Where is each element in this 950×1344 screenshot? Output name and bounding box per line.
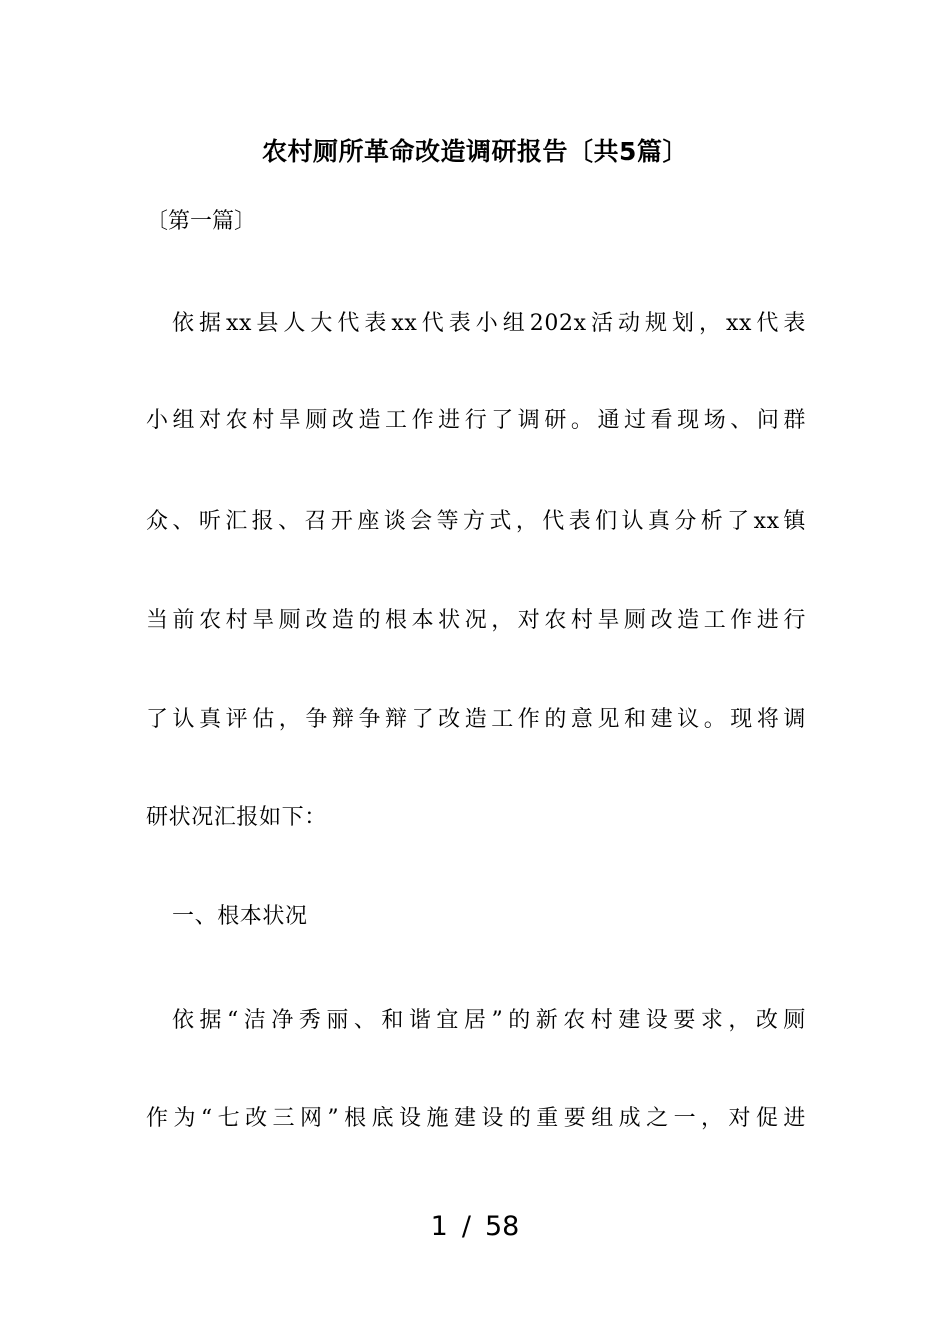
paragraph-line: 众、听汇报、召开座谈会等方式，代表们认真分析了xx镇 xyxy=(146,509,806,534)
paragraph-line: 当前农村旱厕改造的根本状况，对农村旱厕改造工作进行 xyxy=(146,608,806,633)
paragraph-line: 依据“洁净秀丽、和谐宜居”的新农村建设要求，改厕 xyxy=(172,1008,806,1033)
section-heading: 一、根本状况 xyxy=(172,904,308,929)
paragraph-line: 依据xx县人大代表xx代表小组202x活动规划，xx代表 xyxy=(172,311,806,336)
page-number xyxy=(0,1208,950,1246)
paragraph-line: 小组对农村旱厕改造工作进行了调研。通过看现场、问群 xyxy=(146,408,806,433)
paragraph-line: 了认真评估，争辩争辩了改造工作的意见和建议。现将调 xyxy=(146,707,806,732)
page-separator: / xyxy=(461,1211,471,1242)
page-current: 1 xyxy=(430,1211,448,1242)
paragraph-line: 研状况汇报如下： xyxy=(146,805,327,830)
section-label: 〔第一篇〕 xyxy=(146,209,257,234)
page-total: 58 xyxy=(484,1211,520,1242)
paragraph-line: 作为“七改三网”根底设施建设的重要组成之一，对促进 xyxy=(146,1106,806,1131)
document-title: 农村厕所革命改造调研报告〔共5篇〕 xyxy=(262,137,688,166)
